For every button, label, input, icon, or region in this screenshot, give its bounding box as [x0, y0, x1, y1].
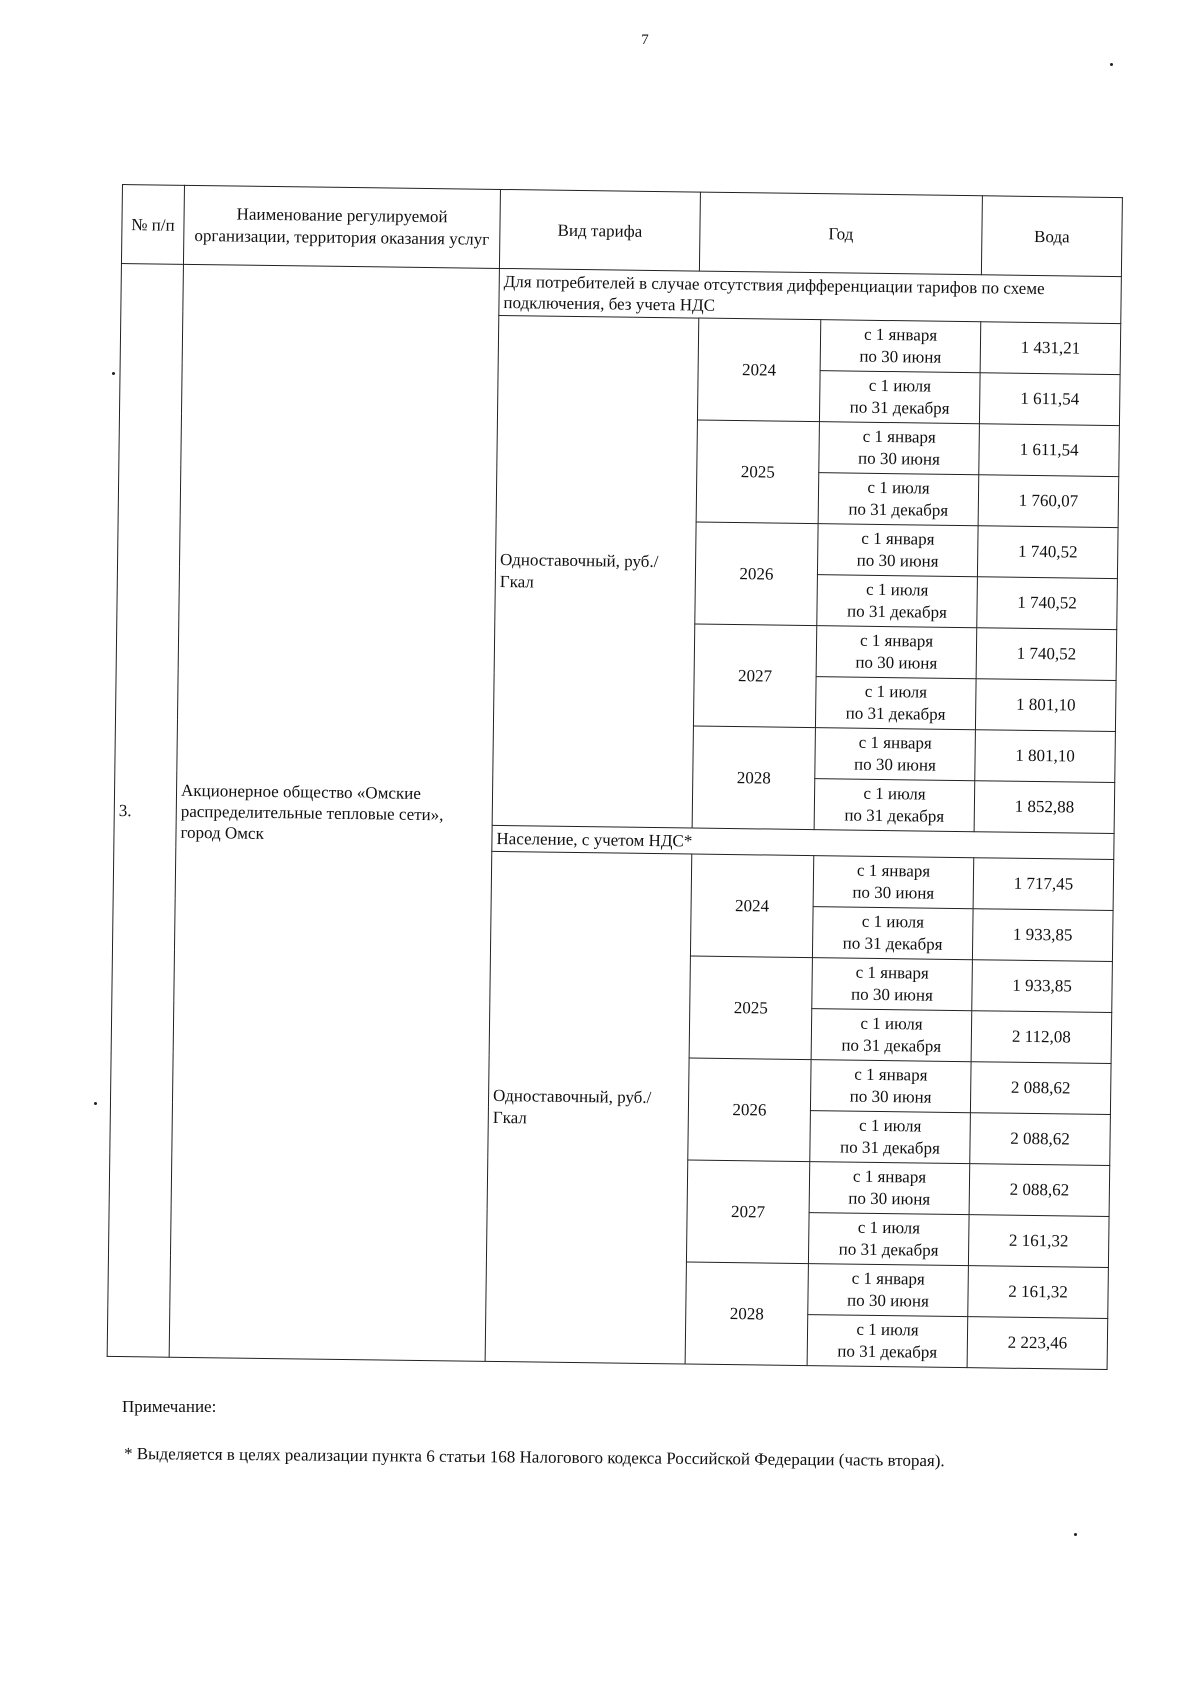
year-cell: 2027: [693, 624, 816, 728]
year-cell: 2025: [689, 956, 812, 1060]
header-water: Вода: [981, 196, 1122, 277]
period-start: с 1 января: [856, 860, 931, 881]
period-cell: [819, 371, 980, 424]
period-end: по 31 декабря: [838, 1239, 939, 1260]
year-cell: 2027: [686, 1160, 809, 1264]
header-num: № п/п: [121, 185, 184, 265]
period-start: с 1 января: [861, 528, 935, 549]
tariff-value: 1 431,21: [980, 322, 1121, 375]
period-start: с 1 января: [863, 324, 938, 345]
period-cell: [808, 1213, 969, 1266]
tariff-value: 2 088,62: [969, 1164, 1110, 1217]
period-end: по 31 декабря: [848, 499, 949, 520]
period-start: с 1 июля: [856, 1319, 919, 1340]
period-end: по 30 июня: [852, 882, 935, 903]
period-start: с 1 июля: [861, 911, 925, 932]
period-cell: [815, 677, 976, 730]
year-cell: 2028: [685, 1262, 808, 1366]
period-cell: [819, 422, 980, 475]
period-cell: [812, 907, 973, 960]
period-cell: [808, 1264, 969, 1317]
tariff-value: 1 740,52: [977, 577, 1118, 630]
period-start: с 1 января: [855, 962, 929, 983]
header-row: [121, 185, 1122, 277]
tariff-value: 2 088,62: [970, 1113, 1111, 1166]
period-end: по 30 июня: [850, 984, 933, 1005]
period-start: с 1 июля: [858, 1115, 922, 1136]
tariff-value: 2 088,62: [970, 1062, 1111, 1115]
period-cell: [816, 626, 977, 679]
period-end: по 30 июня: [848, 1188, 931, 1209]
year-cell: 2026: [688, 1058, 811, 1162]
year-cell: 2028: [692, 726, 815, 830]
tariff-type: Одноставочный, руб./Гкал: [485, 851, 692, 1364]
period-end: по 31 декабря: [842, 933, 943, 954]
note-label: Примечание:: [122, 1397, 217, 1416]
scan-speck: [112, 372, 115, 375]
tariff-table-container: [107, 184, 1122, 1370]
page-number: 7: [641, 32, 649, 48]
period-start: с 1 января: [852, 1166, 927, 1187]
period-cell: [809, 1162, 970, 1215]
section-title: Население, с учетом НДС*: [492, 825, 1114, 859]
period-end: по 31 декабря: [846, 601, 947, 622]
tariff-value: 1 740,52: [977, 526, 1118, 579]
tariff-value: 1 717,45: [973, 858, 1114, 911]
period-start: с 1 января: [862, 426, 936, 447]
period-cell: [807, 1315, 968, 1368]
tariff-value: 1 801,10: [975, 730, 1116, 783]
tariff-value: 2 223,46: [967, 1317, 1108, 1370]
period-cell: [813, 856, 974, 909]
period-start: с 1 июля: [867, 477, 930, 498]
year-cell: 2024: [697, 318, 820, 422]
period-end: по 30 июня: [855, 652, 938, 673]
period-cell: [817, 524, 978, 577]
year-cell: 2026: [695, 522, 818, 626]
period-end: по 30 июня: [859, 346, 942, 367]
period-end: по 30 июня: [853, 754, 936, 775]
tariff-value: 1 933,85: [972, 960, 1113, 1013]
year-cell: 2025: [696, 420, 819, 524]
period-start: с 1 января: [859, 630, 934, 651]
period-end: по 31 декабря: [845, 703, 946, 724]
organization-name: Акционерное общество «Омские распределительные тепловые сети», город Омск: [169, 264, 499, 1361]
scan-speck: [94, 1102, 97, 1105]
period-cell: [820, 320, 981, 373]
tariff-value: 2 161,32: [968, 1266, 1109, 1319]
tariff-value: 2 112,08: [971, 1011, 1112, 1064]
period-start: с 1 января: [854, 1064, 928, 1085]
header-org-name: Наименование регулируемой организации, территория оказания услуг: [183, 185, 500, 268]
period-cell: [818, 473, 979, 526]
scan-speck: [1110, 63, 1113, 66]
tariff-value: 1 933,85: [972, 909, 1113, 962]
tariff-value: 1 801,10: [975, 679, 1116, 732]
period-end: по 30 июня: [846, 1290, 929, 1311]
period-cell: [810, 1060, 971, 1113]
period-start: с 1 января: [858, 732, 932, 753]
tariff-type: Одноставочный, руб./Гкал: [492, 315, 699, 828]
header-year: Год: [699, 192, 982, 275]
period-start: с 1 июля: [863, 783, 926, 804]
tariff-value: 1 611,54: [979, 373, 1120, 426]
period-start: с 1 июля: [864, 681, 928, 702]
tariff-value: 1 760,07: [978, 475, 1119, 528]
period-start: с 1 июля: [857, 1217, 921, 1238]
period-cell: [810, 1111, 971, 1164]
row-number: 3.: [107, 263, 183, 1357]
period-cell: [812, 958, 973, 1011]
year-cell: 2024: [690, 854, 813, 958]
period-cell: [817, 575, 978, 628]
period-end: по 30 июня: [856, 550, 939, 571]
tariff-value: 2 161,32: [968, 1215, 1109, 1268]
scan-speck: [1074, 1533, 1077, 1536]
footnote: * Выделяется в целях реализации пункта 6 статьи 168 Налогового кодекса Российской Федерации (часть вторая).: [123, 1444, 945, 1471]
tariff-value: 1 852,88: [974, 781, 1115, 834]
section-title: Для потребителей в случае отсутствия дифференциации тарифов по схеме подключения, без учета НДС: [499, 268, 1122, 323]
tariff-value: 1 611,54: [979, 424, 1120, 477]
period-end: по 31 декабря: [837, 1341, 938, 1362]
period-end: по 30 июня: [857, 448, 940, 469]
period-start: с 1 января: [851, 1268, 925, 1289]
tariff-table: [107, 184, 1123, 1370]
header-tariff-type: Вид тарифа: [499, 189, 700, 271]
period-end: по 30 июня: [849, 1086, 932, 1107]
period-end: по 31 декабря: [844, 805, 945, 826]
period-end: по 31 декабря: [839, 1137, 940, 1158]
period-start: с 1 июля: [866, 579, 929, 600]
period-cell: [815, 728, 976, 781]
period-end: по 31 декабря: [841, 1035, 942, 1056]
tariff-body: [107, 263, 1121, 1369]
period-start: с 1 июля: [868, 375, 932, 396]
period-cell: [811, 1009, 972, 1062]
tariff-value: 1 740,52: [976, 628, 1117, 681]
period-start: с 1 июля: [860, 1013, 923, 1034]
period-cell: [814, 779, 975, 832]
period-end: по 31 декабря: [849, 397, 950, 418]
